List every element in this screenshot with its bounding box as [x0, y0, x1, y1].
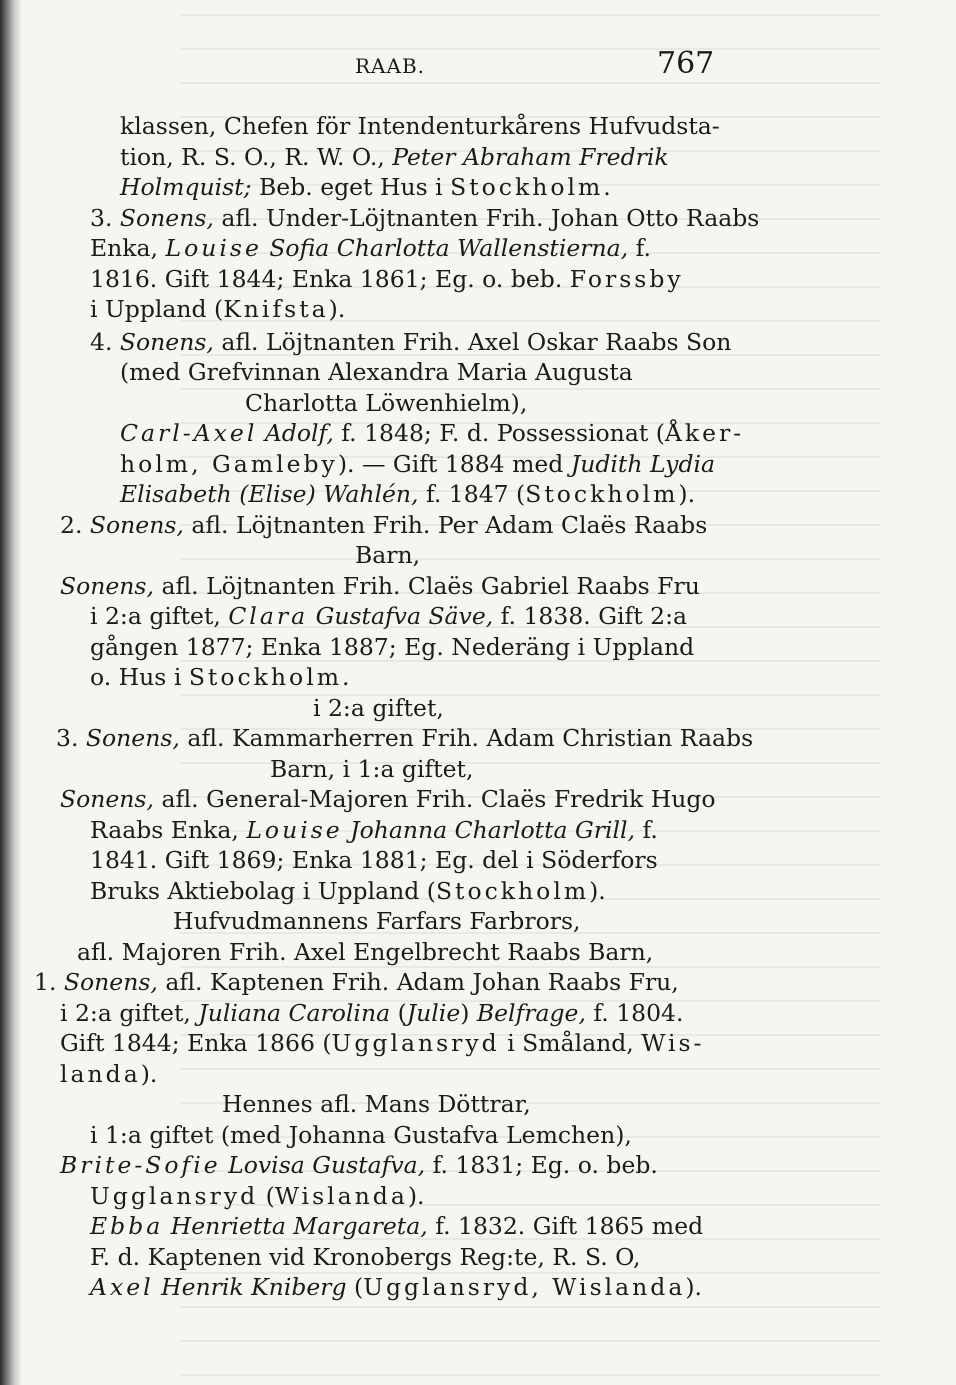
- text-segment: Raabs Enka,: [90, 816, 247, 844]
- text-segment: 1.: [34, 968, 64, 996]
- text-segment: Axel: [90, 1273, 154, 1301]
- text-segment: i 2:a giftet,: [313, 694, 444, 722]
- text-segment: afl. General-Majoren Frih. Claës Fredrik Hugo: [153, 785, 716, 813]
- page-header: [0, 44, 956, 84]
- text-segment: Ebba: [90, 1212, 164, 1240]
- text-segment: Sonens,: [60, 785, 154, 813]
- text-segment: Sonens,: [60, 572, 154, 600]
- text-line: [60, 1150, 658, 1180]
- text-segment: Louise: [165, 234, 262, 262]
- text-segment: ).: [328, 295, 346, 323]
- text-segment: i Småland,: [499, 1029, 642, 1057]
- text-segment: afl. Löjtnanten Frih. Per Adam Claës Raabs: [183, 511, 708, 539]
- text-segment: f. 1838. Gift 2:a: [493, 602, 687, 630]
- text-line: [90, 264, 684, 294]
- text-line: [34, 967, 679, 997]
- text-line: [90, 1181, 425, 1211]
- text-segment: Stockholm.: [450, 173, 614, 201]
- text-segment: Gift 1844; Enka 1866 (: [60, 1029, 332, 1057]
- text-line: [90, 662, 352, 692]
- text-segment: tion, R. S. O., R. W. O.,: [120, 143, 393, 171]
- text-segment: Louise: [246, 816, 343, 844]
- text-line: [90, 1242, 641, 1272]
- text-segment: Sofia Charlotta Wallenstierna,: [261, 234, 629, 262]
- text-segment: Stockholm.: [188, 663, 353, 691]
- text-line: [90, 601, 687, 631]
- text-segment: o. Hus i: [90, 663, 189, 691]
- text-segment: Henrietta Margareta,: [163, 1212, 428, 1240]
- text-line: [56, 723, 753, 753]
- text-line: [90, 327, 731, 357]
- text-segment: Wis-: [641, 1029, 705, 1057]
- text-segment: Hennes afl. Mans Döttrar,: [222, 1090, 531, 1118]
- text-line: [245, 388, 527, 418]
- text-segment: Stockholm: [525, 480, 679, 508]
- text-segment: i 1:a giftet (med Johanna Gustafva Lemchen),: [90, 1121, 632, 1149]
- text-segment: f. 1847 (: [418, 480, 526, 508]
- text-segment: ).: [407, 1182, 425, 1210]
- text-segment: f. 1848; F. d. Possessionat (: [333, 419, 665, 447]
- text-segment: ): [460, 999, 477, 1027]
- text-segment: 3.: [56, 724, 86, 752]
- text-segment: Ugglansryd, Wislanda: [363, 1273, 686, 1301]
- text-segment: f. 1804.: [585, 999, 684, 1027]
- text-line: [120, 479, 695, 509]
- text-segment: Enka,: [90, 234, 166, 262]
- text-segment: Beb. eget Hus i: [251, 173, 451, 201]
- text-segment: 1816. Gift 1844; Enka 1861; Eg. o. beb.: [90, 265, 570, 293]
- text-segment: ).: [685, 1273, 702, 1301]
- text-line: [90, 632, 694, 662]
- text-line: [60, 1028, 704, 1058]
- text-segment: ).: [140, 1060, 158, 1088]
- text-segment: Judith Lydia: [570, 450, 716, 478]
- book-spine-shadow: [0, 0, 22, 1385]
- text-segment: Forssby: [569, 265, 684, 293]
- text-segment: (med Grefvinnan Alexandra Maria Augusta: [120, 358, 633, 386]
- text-line: [120, 142, 669, 172]
- text-segment: afl. Löjtnanten Frih. Axel Oskar Raabs Son: [213, 328, 732, 356]
- text-line: [90, 876, 606, 906]
- text-segment: afl. Kammarherren Frih. Adam Christian Raabs: [179, 724, 754, 752]
- text-segment: Holmquist;: [120, 173, 252, 201]
- text-segment: f. 1832. Gift 1865 med: [427, 1212, 704, 1240]
- text-line: [90, 845, 658, 875]
- text-line: [90, 815, 658, 845]
- text-segment: Ugglansryd: [331, 1029, 500, 1057]
- text-segment: Stockholm: [435, 877, 590, 905]
- text-segment: Henrik Kniberg: [153, 1273, 347, 1301]
- text-segment: Peter Abraham Fredrik: [392, 143, 669, 171]
- text-line: [120, 449, 715, 479]
- text-segment: ).: [589, 877, 606, 905]
- text-segment: Brite-Sofie: [60, 1151, 221, 1179]
- text-segment: afl. Under-Löjtnanten Frih. Johan Otto Raabs: [213, 204, 760, 232]
- text-segment: afl. Löjtnanten Frih. Claës Gabriel Raabs Fru: [153, 572, 700, 600]
- text-segment: f.: [635, 816, 658, 844]
- text-segment: Gustafva Säve,: [308, 602, 494, 630]
- text-segment: 1841. Gift 1869; Enka 1881; Eg. del i Söderfors: [90, 846, 658, 874]
- text-line: [120, 418, 744, 448]
- text-segment: Adolf,: [257, 419, 334, 447]
- text-segment: Lovisa Gustafva,: [220, 1151, 426, 1179]
- text-segment: Sonens,: [63, 968, 158, 996]
- text-line: [60, 1059, 157, 1089]
- text-segment: 3.: [90, 204, 120, 232]
- text-segment: Charlotta Löwenhielm),: [245, 389, 528, 417]
- text-segment: Sonens,: [85, 724, 180, 752]
- text-line: [355, 540, 420, 570]
- text-segment: Elisabeth (Elise) Wahlén,: [120, 480, 419, 508]
- text-segment: ). — Gift 1884 med: [337, 450, 571, 478]
- text-segment: Johanna Charlotta Grill,: [342, 816, 636, 844]
- text-line: [90, 233, 651, 263]
- text-segment: Sonens,: [119, 204, 214, 232]
- text-segment: ).: [678, 480, 696, 508]
- text-line: [60, 571, 700, 601]
- text-segment: 2.: [60, 511, 90, 539]
- text-segment: Ugglansryd: [90, 1182, 259, 1210]
- page-number: 767: [657, 46, 715, 81]
- text-segment: afl. Majoren Frih. Axel Engelbrecht Raabs Barn,: [77, 938, 654, 966]
- running-title: RAAB.: [355, 54, 425, 78]
- text-segment: Barn,: [355, 541, 421, 569]
- text-line: [90, 1120, 632, 1150]
- text-line: [60, 510, 707, 540]
- text-segment: klassen, Chefen för Intendenturkårens Hufvudsta-: [120, 112, 720, 140]
- text-segment: Knifsta: [223, 295, 329, 323]
- text-line: [90, 294, 345, 324]
- text-segment: f.: [628, 234, 651, 262]
- text-segment: Julie: [406, 999, 461, 1027]
- text-line: [90, 203, 759, 233]
- text-line: [270, 754, 473, 784]
- text-segment: (: [258, 1182, 275, 1210]
- text-line: [120, 172, 614, 202]
- text-segment: (: [390, 999, 407, 1027]
- text-segment: Åker-: [664, 419, 745, 447]
- text-segment: Barn, i 1:a giftet,: [270, 755, 474, 783]
- text-segment: afl. Kaptenen Frih. Adam Johan Raabs Fru,: [157, 968, 679, 996]
- text-segment: f. 1831; Eg. o. beb.: [425, 1151, 658, 1179]
- text-segment: (: [346, 1273, 364, 1301]
- text-segment: Sonens,: [119, 328, 214, 356]
- text-segment: Hufvudmannens Farfars Farbrors,: [173, 907, 581, 935]
- text-line: [60, 784, 716, 814]
- text-line: [60, 998, 683, 1028]
- text-segment: Juliana Carolina: [198, 999, 391, 1027]
- text-line: [90, 1272, 702, 1302]
- text-segment: i Uppland (: [90, 295, 224, 323]
- text-line: [120, 111, 720, 141]
- text-segment: gången 1877; Enka 1887; Eg. Nederäng i Uppland: [90, 633, 695, 661]
- text-line: [77, 937, 653, 967]
- text-segment: Carl-Axel: [120, 419, 258, 447]
- text-segment: Sonens,: [89, 511, 184, 539]
- text-line: [90, 1211, 703, 1241]
- text-segment: Belfrage,: [476, 999, 586, 1027]
- text-line: [173, 906, 581, 936]
- text-segment: i 2:a giftet,: [90, 602, 229, 630]
- text-line: [120, 357, 633, 387]
- text-segment: 4.: [90, 328, 120, 356]
- text-segment: holm, Gamleby: [120, 450, 338, 478]
- text-segment: F. d. Kaptenen vid Kronobergs Reg:te, R. S. O,: [90, 1243, 641, 1271]
- text-segment: i 2:a giftet,: [60, 999, 199, 1027]
- text-segment: landa: [60, 1060, 141, 1088]
- text-line: [313, 693, 444, 723]
- text-line: [222, 1089, 531, 1119]
- text-segment: Bruks Aktiebolag i Uppland (: [90, 877, 436, 905]
- text-segment: Wislanda: [274, 1182, 408, 1210]
- text-segment: Clara: [228, 602, 309, 630]
